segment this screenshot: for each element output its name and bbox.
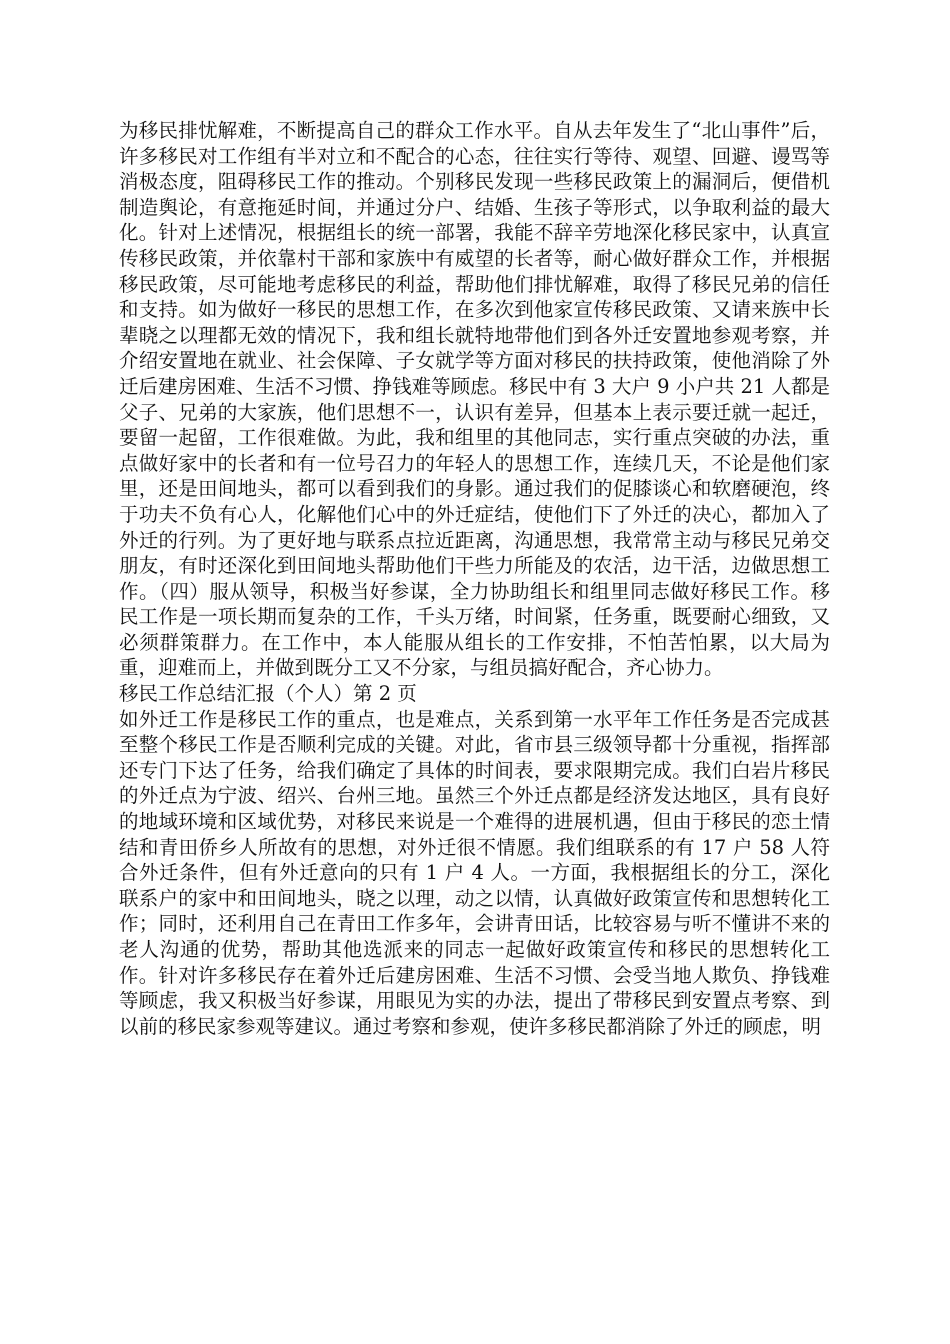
body-paragraph-2: 如外迁工作是移民工作的重点，也是难点，关系到第一水平年工作任务是否完成甚至整个移民工作是否顺利完成的关键。对此，省市县三级领导都十分重视，指挥部还专门下达了任务，给我们确定了具体的时间表，要求限期完成。我们白岩片移民的外迁点为宁波、绍兴、台州三地。虽然三个外迁点都是经济发达地区，具有良好的地域环境和区域优势，对移民来说是一个难得的进展机遇，但由于移民的恋土情结和青田侨乡人所故有的思想，对外迁很不情愿。我们组联系的有 17 户 58 人符合外迁条件，但有外迁意向的只有 1 户 4 人。一方面，我根据组长的分工，深化联系户的家中和田间地头，晓之以理，动之以情，认真做好政策宣传和思想转化工作；同时，还利用自己在青田工作多年，会讲青田话，比较容易与听不懂讲不来的老人沟通的优势，帮助其他选派来的同志一起做好政策宣传和移民的思想转化工作。针对许多移民存在着外迁后建房困难、生活不习惯、会受当地人欺负、挣钱难等顾虑，我又积极当好参谋，用眼见为实的办法，提出了带移民到安置点考察、到以前的移民家参观等建议。通过考察和参观，使许多移民都消除了外迁的顾虑，明 bbox=[119, 707, 830, 1038]
section-heading: 移民工作总结汇报（个人）第 2 页 bbox=[119, 682, 417, 706]
body-paragraph-1: 为移民排忧解难，不断提高自己的群众工作水平。自从去年发生了“北山事件”后，许多移民对工作组有半对立和不配合的心态，往往实行等待、观望、回避、谩骂等消极态度，阻碍移民工作的推动。个别移民发现一些移民政策上的漏洞后，便借机制造舆论，有意拖延时间，并通过分户、结婚、生孩子等形式，以争取利益的最大化。针对上述情况，根据组长的统一部署，我能不辞辛劳地深化移民家中，认真宣传移民政策，并依靠村干部和家族中有威望的长者等，耐心做好群众工作，并根据移民政策，尽可能地考虑移民的利益，帮助他们排忧解难，取得了移民兄弟的信任和支持。如为做好一移民的思想工作，在多次到他家宣传移民政策、又请来族中长辈晓之以理都无效的情况下，我和组长就特地带他们到各外迁安置地参观考察，并介绍安置地在就业、社会保障、子女就学等方面对移民的扶持政策，使他消除了外迁后建房困难、生活不习惯、挣钱难等顾虑。移民中有 3 大户 9 小户共 21 人都是父子、兄弟的大家族，他们思想不一，认识有差异，但基本上表示要迁就一起迁，要留一起留，工作很难做。为此，我和组里的其他同志，实行重点突破的办法，重点做好家中的长者和有一位号召力的年轻人的思想工作，连续几天，不论是他们家里，还是田间地头，都可以看到我们的身影。通过我们的促膝谈心和软磨硬泡，终于功夫不负有心人，化解他们心中的外迁症结，使他们下了外迁的决心，都加入了外迁的行列。为了更好地与联系点拉近距离，沟通思想，我常常主动与移民兄弟交朋友，有时还深化到田间地头帮助他们干些力所能及的农活，边干活，边做思想工作。（四）服从领导，积极当好参谋，全力协助组长和组里同志做好移民工作。移民工作是一项长期而复杂的工作，千头万绪，时间紧，任务重，既要耐心细致，又必须群策群力。在工作中，本人能服从组长的工作安排，不怕苦怕累，以大局为重，迎难而上，并做到既分工又不分家，与组员搞好配合，齐心协力。 bbox=[119, 119, 830, 680]
document-body bbox=[119, 118, 830, 1039]
